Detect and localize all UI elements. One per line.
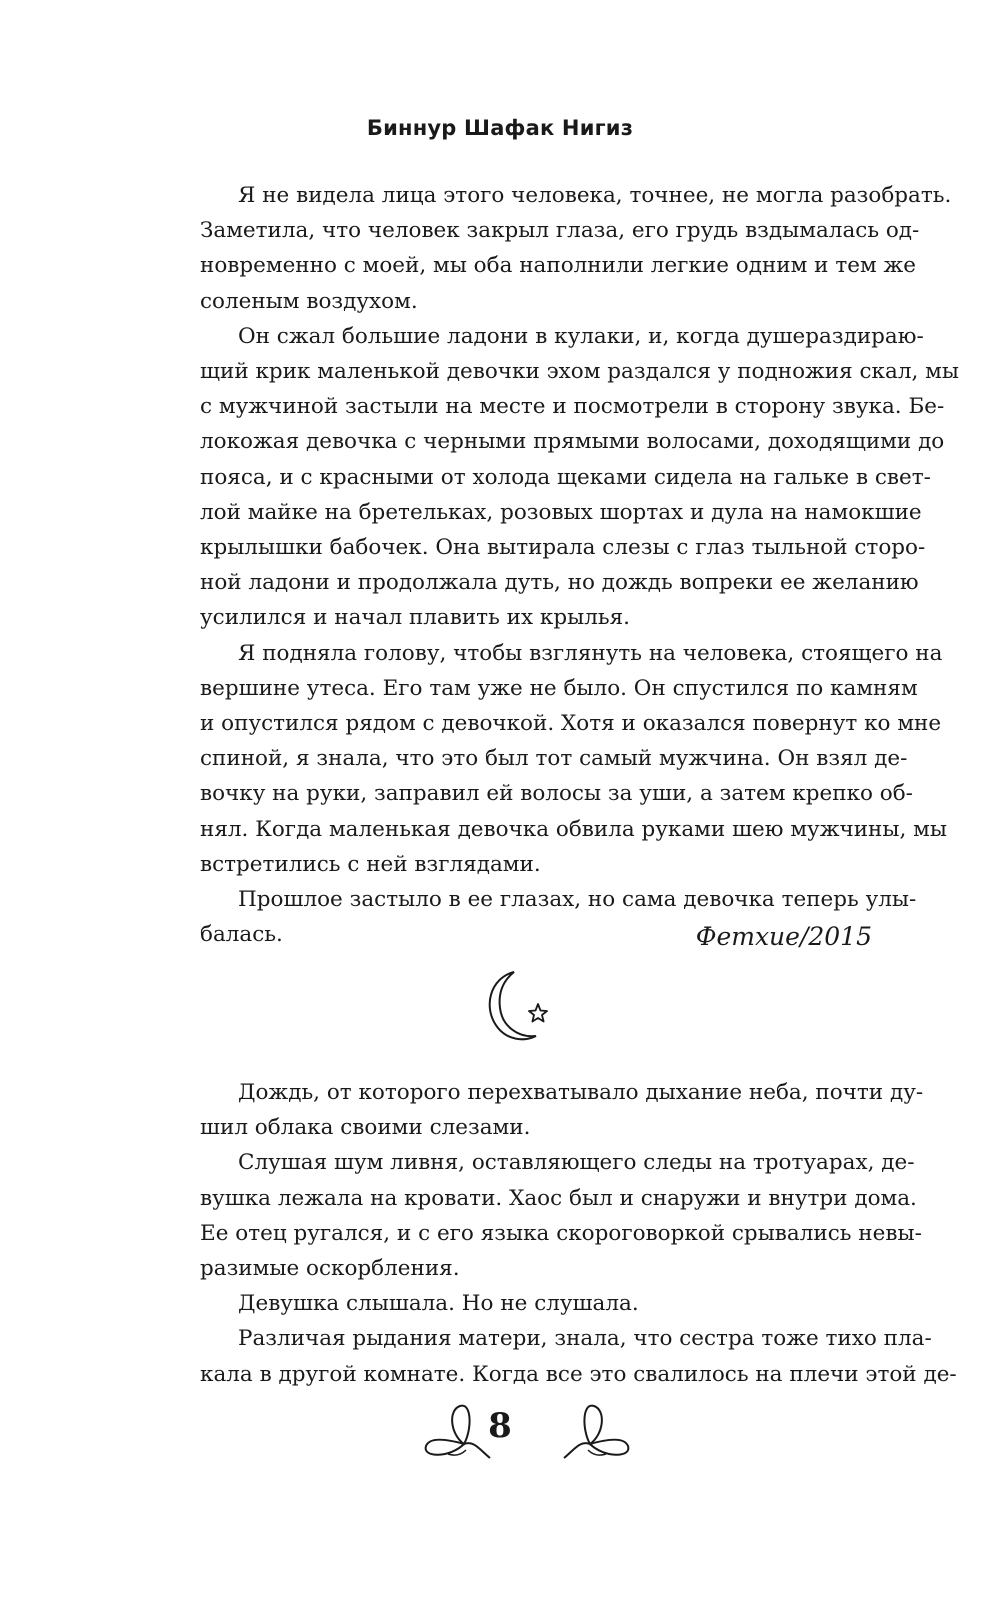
text-line: встретились с ней взглядами. <box>200 851 541 877</box>
text-line: крылышки бабочек. Она вытирала слезы с глаз тыльной сторо- <box>200 535 926 561</box>
text-line: новременно с моей, мы оба наполнили легкие одним и тем же <box>200 253 916 279</box>
text-line: вушка лежала на кровати. Хаос был и снаружи и внутри дома. <box>200 1185 917 1211</box>
text-line: Я не видела лица этого человека, точнее, не могла разобрать. <box>238 183 952 208</box>
page-number: 8 <box>488 1406 512 1446</box>
text-line: соленым воздухом. <box>200 288 418 314</box>
paragraph <box>162 636 947 882</box>
paragraph <box>162 1145 922 1286</box>
text-line: локожая девочка с черными прямыми волосами, доходящими до <box>200 429 945 455</box>
text-line: Заметила, что человек закрыл глаза, его грудь вздымалась од- <box>200 218 920 244</box>
text-line: и опустился рядом с девочкой. Хотя и оказался повернут ко мне <box>200 711 942 737</box>
text-line: ной ладони и продолжала дуть, но дождь вопреки ее желанию <box>200 570 919 596</box>
text-line: вочку на руки, заправил ей волосы за уши, а затем крепко об- <box>200 781 913 807</box>
text-line: Девушка слышала. Но не слушала. <box>238 1291 639 1317</box>
text-line: Различая рыдания матери, знала, что сестра тоже тихо пла- <box>238 1326 932 1352</box>
butterfly-icon <box>560 1400 634 1466</box>
text-line: Дождь, от которого перехватывало дыхание неба, почти ду- <box>238 1080 924 1105</box>
text-line: пояса, и с красными от холода щеками сидела на гальке в свет- <box>200 464 931 490</box>
text-line: вершине утеса. Его там уже не было. Он спустился по камням <box>200 675 918 701</box>
text-line: нял. Когда маленькая девочка обвила руками шею мужчины, мы <box>200 816 947 842</box>
text-line: Я подняла голову, чтобы взглянуть на человека, стоящего на <box>238 640 943 666</box>
text-line: Слушая шум ливня, оставляющего следы на тротуарах, де- <box>238 1150 915 1176</box>
text-line: лой майке на бретельках, розовых шортах и дула на намокшие <box>200 499 922 525</box>
text-line: усилился и начал плавить их крылья. <box>200 605 630 631</box>
paragraph <box>162 1321 957 1391</box>
text-line: кала в другой комнате. Когда все это свалилось на плечи этой де- <box>200 1361 957 1387</box>
text-line: Он сжал большие ладони в кулаки, и, когда душераздираю- <box>238 323 924 349</box>
text-line: разимые оскорбления. <box>200 1256 460 1282</box>
paragraph <box>162 319 959 636</box>
butterfly-icon <box>420 1400 494 1466</box>
signature: Фетхие/2015 <box>695 922 872 951</box>
paragraph <box>162 1075 924 1145</box>
text-line: спиной, я знала, что это был тот самый мужчина. Он взял де- <box>200 746 908 772</box>
page-footer <box>0 1400 1000 1470</box>
text-block-1 <box>162 178 959 952</box>
text-line: балась. <box>200 922 283 948</box>
running-header: Биннур Шафак Нигиз <box>366 116 634 140</box>
text-block-2 <box>162 1075 957 1392</box>
moon-star-icon <box>480 968 552 1044</box>
paragraph <box>162 178 952 319</box>
text-line: щий крик маленькой девочки эхом раздался у подножия скал, мы <box>200 359 959 385</box>
text-line: шил облака своими слезами. <box>200 1115 531 1141</box>
text-line: с мужчиной застыли на месте и посмотрели в сторону звука. Бе- <box>200 394 945 420</box>
text-line: Прошлое застыло в ее глазах, но сама девочка теперь улы- <box>238 887 917 913</box>
paragraph <box>162 1286 872 1321</box>
text-line: Ее отец ругался, и с его языка скороговоркой срывались невы- <box>200 1220 922 1246</box>
